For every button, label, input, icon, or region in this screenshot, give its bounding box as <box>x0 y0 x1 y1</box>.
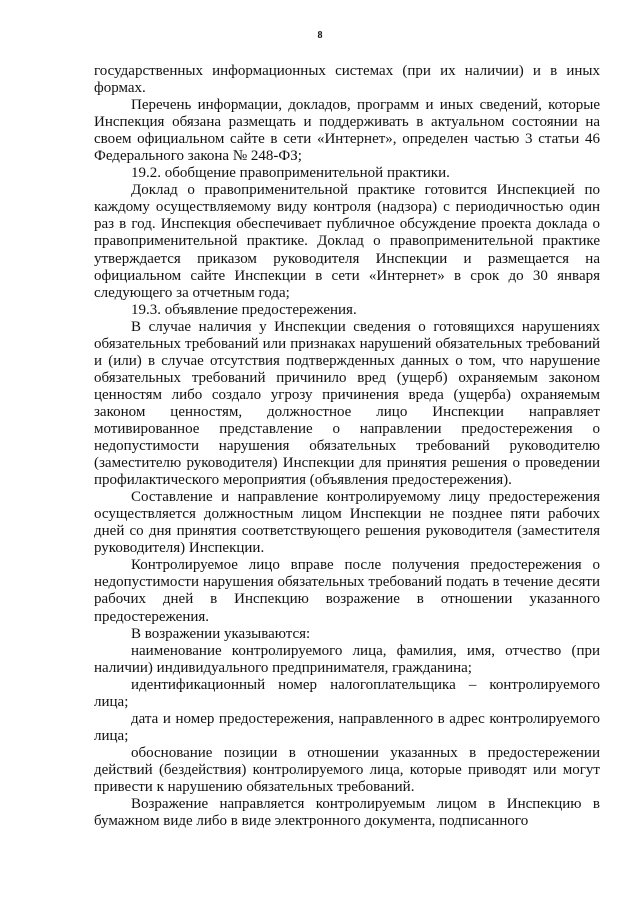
document-text <box>94 63 600 830</box>
list-item: обоснование позиции в отношении указанных в предостережении действий (бездействия) контролируемого лица, которые приводят или могут привести к нарушению обязательных требований. <box>94 744 600 795</box>
paragraph: Перечень информации, докладов, программ и иных сведений, которые Инспекция обязана размещать и поддерживать в актуальном состоянии на своем официальном сайте в сети «Интернет», определен частью 3 статьи 46 Федерального закона № 248-ФЗ; <box>94 97 600 165</box>
section-heading: 19.2. обобщение правоприменительной практики. <box>131 165 450 182</box>
section-heading: 19.3. объявление предостережения. <box>131 301 357 318</box>
list-item: дата и номер предостережения, направленного в адрес контролируемого лица; <box>94 710 600 744</box>
list-item: наименование контролируемого лица, фамилия, имя, отчество (при наличии) индивидуального предпринимателя, гражданина; <box>94 642 600 676</box>
paragraph: Составление и направление контролируемому лицу предостережения осуществляется должностным лицом Инспекции не позднее пяти рабочих дней со дня принятия соответствующего решения руководителя (заместителя руководителя) Инспекции. <box>94 489 600 557</box>
paragraph: Возражение направляется контролируемым лицом в Инспекцию в бумажном виде либо в виде электронного документа, подписанного <box>94 796 600 830</box>
page-number: 8 <box>317 30 323 41</box>
paragraph: В возражении указываются: <box>131 625 311 642</box>
paragraph: государственных информационных системах (при их наличии) и в иных формах. <box>94 63 600 97</box>
list-item: идентификационный номер налогоплательщика – контролируемого лица; <box>94 676 600 710</box>
paragraph: В случае наличия у Инспекции сведения о готовящихся нарушениях обязательных требований или признаках нарушений обязательных требований и (или) в случае отсутствия подтвержденных данных о том, что нарушение обязательных требований причинило вред (ущерб) охраняемым законом ценностям либо создало угрозу причинения вреда (ущерба) охраняемым законом ценностям, должностное лицо Инспекции направляет мотивированное представление о направлении предостережения о недопустимости нарушения обязательных требований руководителю (заместителю руководителя) Инспекции для принятия решения о проведении профилактического мероприятия (объявления предостережения). <box>94 318 600 489</box>
paragraph: Контролируемое лицо вправе после получения предостережения о недопустимости нарушения обязательных требований подать в течение десяти рабочих дней в Инспекцию возражение в отношении указанного предостережения. <box>94 557 600 625</box>
paragraph: Доклад о правоприменительной практике готовится Инспекцией по каждому осуществляемому виду контроля (надзора) с периодичностью один раз в год. Инспекция обеспечивает публичное обсуждение проекта доклада о правоприменительной практике. Доклад о правоприменительной практике утверждается приказом руководителя Инспекции и размещается на официальном сайте Инспекции в сети «Интернет» в срок до 30 января следующего за отчетным года; <box>94 182 600 301</box>
